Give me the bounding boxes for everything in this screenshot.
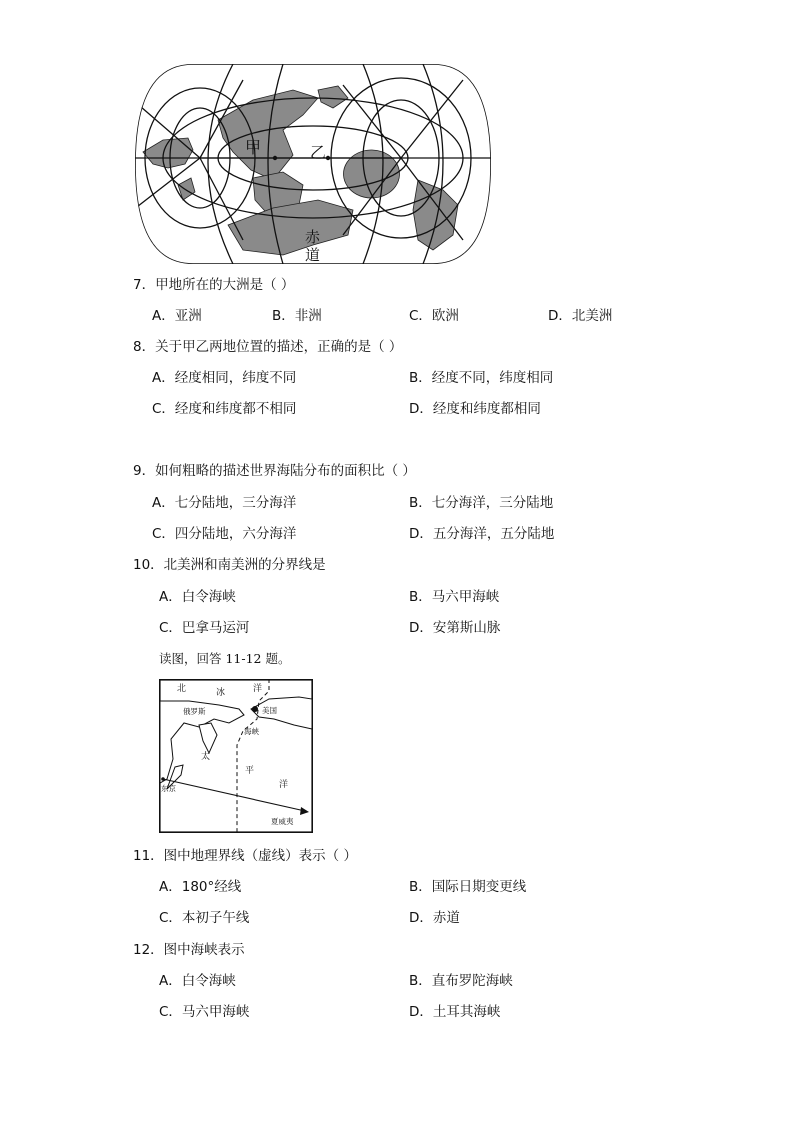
label-yi: 乙 [310,143,327,162]
label-jia: 甲 [245,138,262,157]
point-yi [326,156,330,160]
question-10-stem: 10．北美洲和南美洲的分界线是 [133,557,326,573]
q11-option-a[interactable]: A．180°经线 [159,879,242,895]
q9-option-a[interactable]: A．七分陆地，三分海洋 [152,495,297,511]
label-chi: 赤 [305,228,321,246]
question-7-stem: 7．甲地所在的大洲是（ ） [133,277,295,293]
question-12-stem: 12．图中海峡表示 [133,942,245,958]
q8-option-b[interactable]: B．经度不同，纬度相同 [409,370,554,386]
q7-option-c[interactable]: C．欧洲 [409,308,459,324]
q12-option-c[interactable]: C．马六甲海峡 [159,1004,250,1020]
q12-option-a[interactable]: A．白令海峡 [159,973,236,989]
label-hawaii: 夏威夷 [271,817,294,826]
q11-option-b[interactable]: B．国际日期变更线 [409,879,527,895]
q11-option-d[interactable]: D．赤道 [409,910,460,926]
q7-option-a[interactable]: A．亚洲 [152,308,202,324]
q9-option-c[interactable]: C．四分陆地，六分海洋 [152,526,297,542]
intro-11-12: 读图，回答 11-12 题。 [159,651,291,666]
pacific-map-figure [159,679,313,833]
q10-option-d[interactable]: D．安第斯山脉 [409,620,501,636]
question-8-stem: 8．关于甲乙两地位置的描述，正确的是（ ） [133,339,403,355]
q12-option-d[interactable]: D．土耳其海峡 [409,1004,501,1020]
label-yang-mid: 洋 [279,780,289,790]
label-bing: 冰 [216,688,226,698]
point-jia [273,156,277,160]
q8-option-a[interactable]: A．经度相同，纬度不同 [152,370,297,386]
label-tokyo: 东京 [161,784,176,793]
label-dao: 道 [305,246,321,264]
label-bei: 北 [177,684,187,694]
label-strait: 海峡 [244,727,259,736]
label-yang-top: 洋 [253,684,263,694]
q11-option-c[interactable]: C．本初子午线 [159,910,250,926]
q10-option-b[interactable]: B．马六甲海峡 [409,589,500,605]
label-usa: 美国 [262,706,277,715]
world-map-figure [133,60,493,268]
q7-option-d[interactable]: D．北美洲 [548,308,613,324]
q8-option-d[interactable]: D．经度和纬度都相同 [409,401,541,417]
q9-option-b[interactable]: B．七分海洋，三分陆地 [409,495,554,511]
q10-option-c[interactable]: C．巴拿马运河 [159,620,250,636]
q8-option-c[interactable]: C．经度和纬度都不相同 [152,401,297,417]
label-tai: 太 [201,752,211,762]
question-9-stem: 9．如何粗略的描述世界海陆分布的面积比（ ） [133,463,416,479]
label-russia: 俄罗斯 [183,707,206,716]
q7-option-b[interactable]: B．非洲 [272,308,322,324]
label-ping: 平 [245,766,255,776]
q12-option-b[interactable]: B．直布罗陀海峡 [409,973,513,989]
question-11-stem: 11．图中地理界线（虚线）表示（ ） [133,848,357,864]
q10-option-a[interactable]: A．白令海峡 [159,589,236,605]
q9-option-d[interactable]: D．五分海洋，五分陆地 [409,526,555,542]
